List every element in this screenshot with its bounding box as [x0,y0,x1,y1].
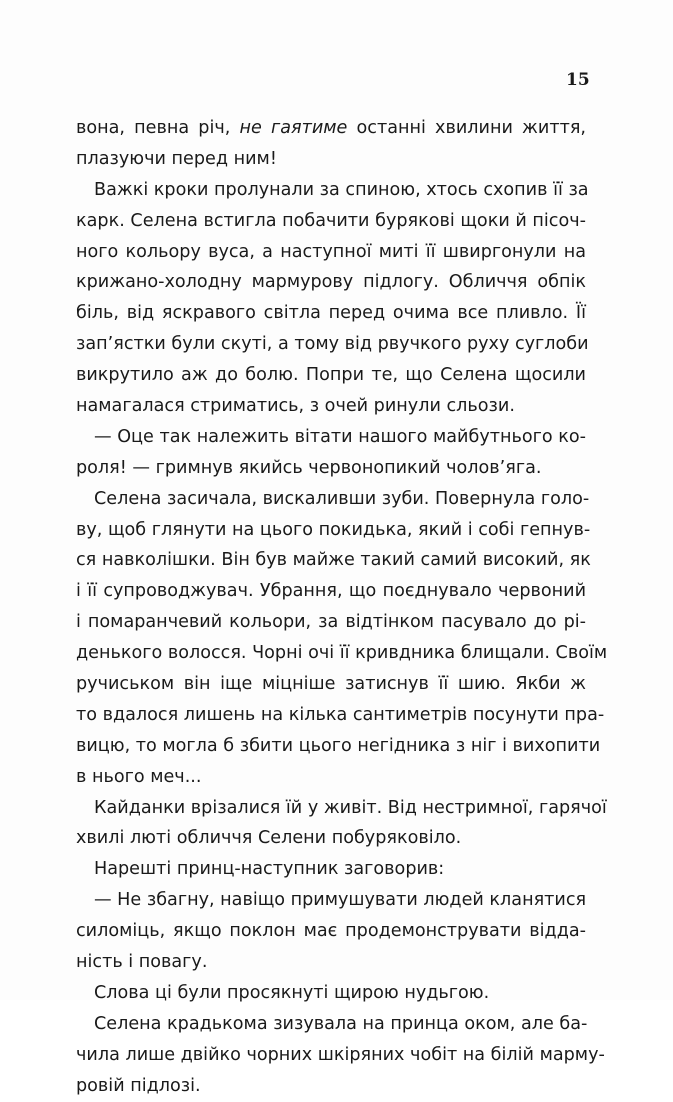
text-line: ву, щоб глянути на цього покидька, який і собі гепнув- [76,519,591,540]
text-line: ровій підлозі. [76,1075,201,1096]
text-line: біль, від яскравого світла перед очима все пливло. Її [76,303,586,324]
text-line: зап’ястки були скуті, а тому від рвучкого руху суглоби [76,334,589,355]
body-text [76,113,608,1102]
text-line: і помаранчевий кольори, за відтінком пасувало до рі- [76,612,586,633]
text-line: Важкі кроки пролунали за спиною, хтось схопив її за [94,179,589,200]
text-line: Селена засичала, вискаливши зуби. Повернула голо- [94,488,590,509]
text-line: Кайданки врізалися їй у живіт. Від нестримної, гарячої [94,797,607,818]
text-line: ність і повагу. [76,952,208,973]
text-line: Нарешті принц-наступник заговорив: [94,859,445,880]
text-line: ся навколішки. Він був майже такий самий високий, як [76,550,591,571]
text-line: викрутило аж до болю. Попри те, що Селена щосили [76,365,586,386]
text-line: і її супроводжувач. Убрання, що поєднувало червоний [76,581,586,602]
text-line: чила лише двійко чорних шкіряних чобіт на білій марму- [76,1044,605,1065]
text-line: хвилі люті обличчя Селени побуряковіло. [76,828,462,849]
text-line: крижано-холодну мармурову підлогу. Обличчя обпік [76,272,586,293]
text-line: Слова ці були просякнуті щирою нудьгою. [94,982,490,1003]
text-line: в нього меч... [76,766,202,787]
text-line: вицю, то могла б збити цього негідника з ніг і вихопити [76,735,601,756]
text-line: намагалася стриматись, з очей ринули сльози. [76,396,515,417]
text-line: то вдалося лишень на кілька сантиметрів посунути пра- [76,704,605,725]
text-line: ручиськом він іще міцніше затиснув її шию. Якби ж [76,674,586,695]
text-line: силоміць, якщо поклон має продемонструвати відда- [76,921,586,942]
text-line: — Оце так належить вітати нашого майбутнього ко- [94,426,586,447]
text-line: — Не збагну, навіщо примушувати людей кланятися [94,890,587,911]
text-line: карк. Селена встигла побачити бурякові щоки й пісоч- [76,210,586,231]
text-line: ного кольору вуса, а наступної миті її швиргонули на [76,241,586,262]
text-line: роля! — гримнув якийсь червонопикий чолов’яга. [76,457,542,478]
text-line: денького волосся. Чорні очі її кривдника блищали. Своїм [76,643,608,664]
text-line: Селена крадькома зизувала на принца оком, але ба- [94,1013,588,1034]
text-line: плазуючи перед ним! [76,148,277,169]
text-line: вона, певна річ, не гаятиме останні хвилини життя, [76,118,586,138]
page-number: 15 [566,70,590,90]
emphasis-text: не гаятиме [239,118,348,138]
